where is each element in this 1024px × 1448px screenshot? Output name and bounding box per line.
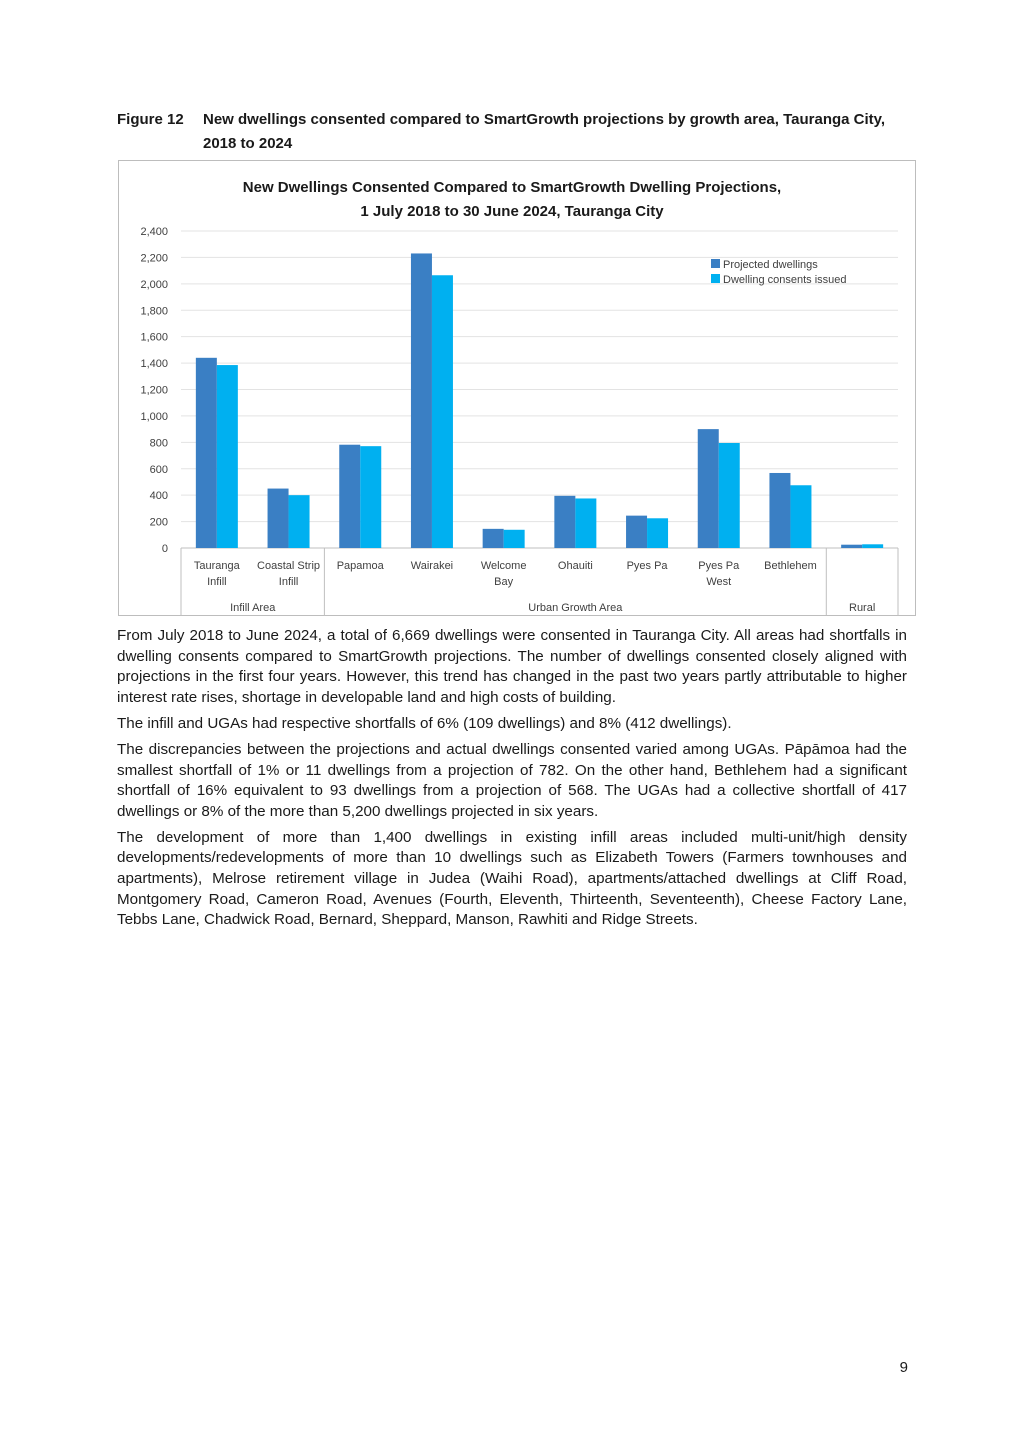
y-tick-label: 600 xyxy=(149,463,168,476)
bar xyxy=(626,516,647,548)
bar xyxy=(698,429,719,548)
group-label: Rural xyxy=(849,602,876,614)
y-tick-label: 200 xyxy=(149,516,168,529)
bar xyxy=(268,489,289,548)
bar xyxy=(862,544,883,548)
bar xyxy=(483,529,504,548)
bar xyxy=(575,498,596,548)
bar xyxy=(411,253,432,548)
bar xyxy=(719,443,740,548)
chart-title xyxy=(0,176,1024,224)
chart-title-line-1: New Dwellings Consented Compared to SmartGrowth Dwelling Projections, xyxy=(242,179,782,196)
figure-title: New dwellings consented compared to SmartGrowth projections by growth area, Tauranga City, 2018 to 2024 xyxy=(203,111,886,152)
bar xyxy=(339,445,360,548)
page-number: 9 xyxy=(899,1359,908,1376)
x-tick-label: Bethlehem xyxy=(764,560,817,572)
y-tick-label: 1,400 xyxy=(140,358,168,371)
legend-label: Dwelling consents issued xyxy=(723,274,847,286)
paragraph: The development of more than 1,400 dwellings in existing infill areas included multi-unit/high density developments/redevelopments of more than 10 dwellings such as Elizabeth Towers (Farmers townhouses and apartments), Melrose retirement village in Judea (Waihi Road), apartments/attached dwellings at Cliff Road, Montgomery Road, Cameron Road, Avenues (Fourth, Eleventh, Thirteenth, Seventeenth), Cheese Factory Lane, Tebbs Lane, Chadwick Road, Bernard, Sheppard, Manson, Rawhiti and Ridge Streets. xyxy=(117,828,907,929)
y-tick-label: 400 xyxy=(149,490,168,503)
paragraph: The discrepancies between the projections and actual dwellings consented varied among UGAs. Pāpāmoa had the smallest shortfall of 1% or 11 dwellings from a projection of 782. On the other hand, Bethlehem had a significant shortfall of 16% equivalent to 93 dwellings from a projection of 568. The UGAs had a collective shortfall of 417 dwellings or 8% of the more than 5,200 dwellings projected in six years. xyxy=(117,740,907,820)
y-tick-label: 2,000 xyxy=(140,278,168,291)
x-tick-label: Bay xyxy=(494,576,514,588)
bar xyxy=(196,358,217,548)
bar xyxy=(217,365,238,548)
group-label: Infill Area xyxy=(230,602,276,614)
legend-swatch xyxy=(711,259,720,268)
y-tick-label: 0 xyxy=(161,543,168,555)
x-tick-label: Tauranga xyxy=(193,560,240,572)
y-tick-label: 2,400 xyxy=(140,226,168,238)
bar xyxy=(790,485,811,548)
figure-label: Figure 12 xyxy=(117,111,184,128)
bar xyxy=(432,275,453,548)
bar xyxy=(504,530,525,548)
y-tick-label: 800 xyxy=(149,437,168,450)
x-tick-label: Pyes Pa xyxy=(626,560,668,572)
x-tick-label: Infill xyxy=(278,576,299,588)
chart-title-line-2: 1 July 2018 to 30 June 2024, Tauranga City xyxy=(360,203,664,220)
x-tick-label: Pyes Pa xyxy=(698,560,740,572)
bar xyxy=(769,473,790,548)
group-label: Urban Growth Area xyxy=(528,602,623,614)
y-tick-label: 2,200 xyxy=(140,252,168,265)
y-tick-label: 1,600 xyxy=(140,331,168,344)
paragraph: From July 2018 to June 2024, a total of 6,669 dwellings were consented in Tauranga City. All areas had shortfalls in dwelling consents compared to SmartGrowth projections. The number of dwellings consented closely aligned with projections in the first four years. However, this trend has changed in the past two years partly attributable to higher interest rate rises, shortage in developable land and high costs of building. xyxy=(117,627,907,706)
bar xyxy=(554,496,575,548)
y-tick-label: 1,000 xyxy=(140,410,168,423)
paragraph: The infill and UGAs had respective shortfalls of 6% (109 dwellings) and 8% (412 dwellings). xyxy=(117,714,732,732)
x-tick-label: Coastal Strip xyxy=(257,560,321,572)
x-tick-label: Wairakei xyxy=(410,560,454,572)
x-tick-label: Ohauiti xyxy=(557,560,593,572)
y-tick-label: 1,200 xyxy=(140,384,168,397)
bar xyxy=(647,518,668,548)
x-tick-label: Welcome xyxy=(480,560,527,572)
bar xyxy=(841,545,862,548)
bar xyxy=(289,495,310,548)
x-tick-label: West xyxy=(706,576,732,588)
x-tick-label: Infill xyxy=(207,576,227,588)
x-tick-label: Papamoa xyxy=(336,560,384,572)
y-tick-label: 1,800 xyxy=(140,305,168,318)
body-text xyxy=(117,626,907,936)
legend-swatch xyxy=(711,274,720,283)
legend-label: Projected dwellings xyxy=(723,259,818,271)
bar xyxy=(360,446,381,548)
